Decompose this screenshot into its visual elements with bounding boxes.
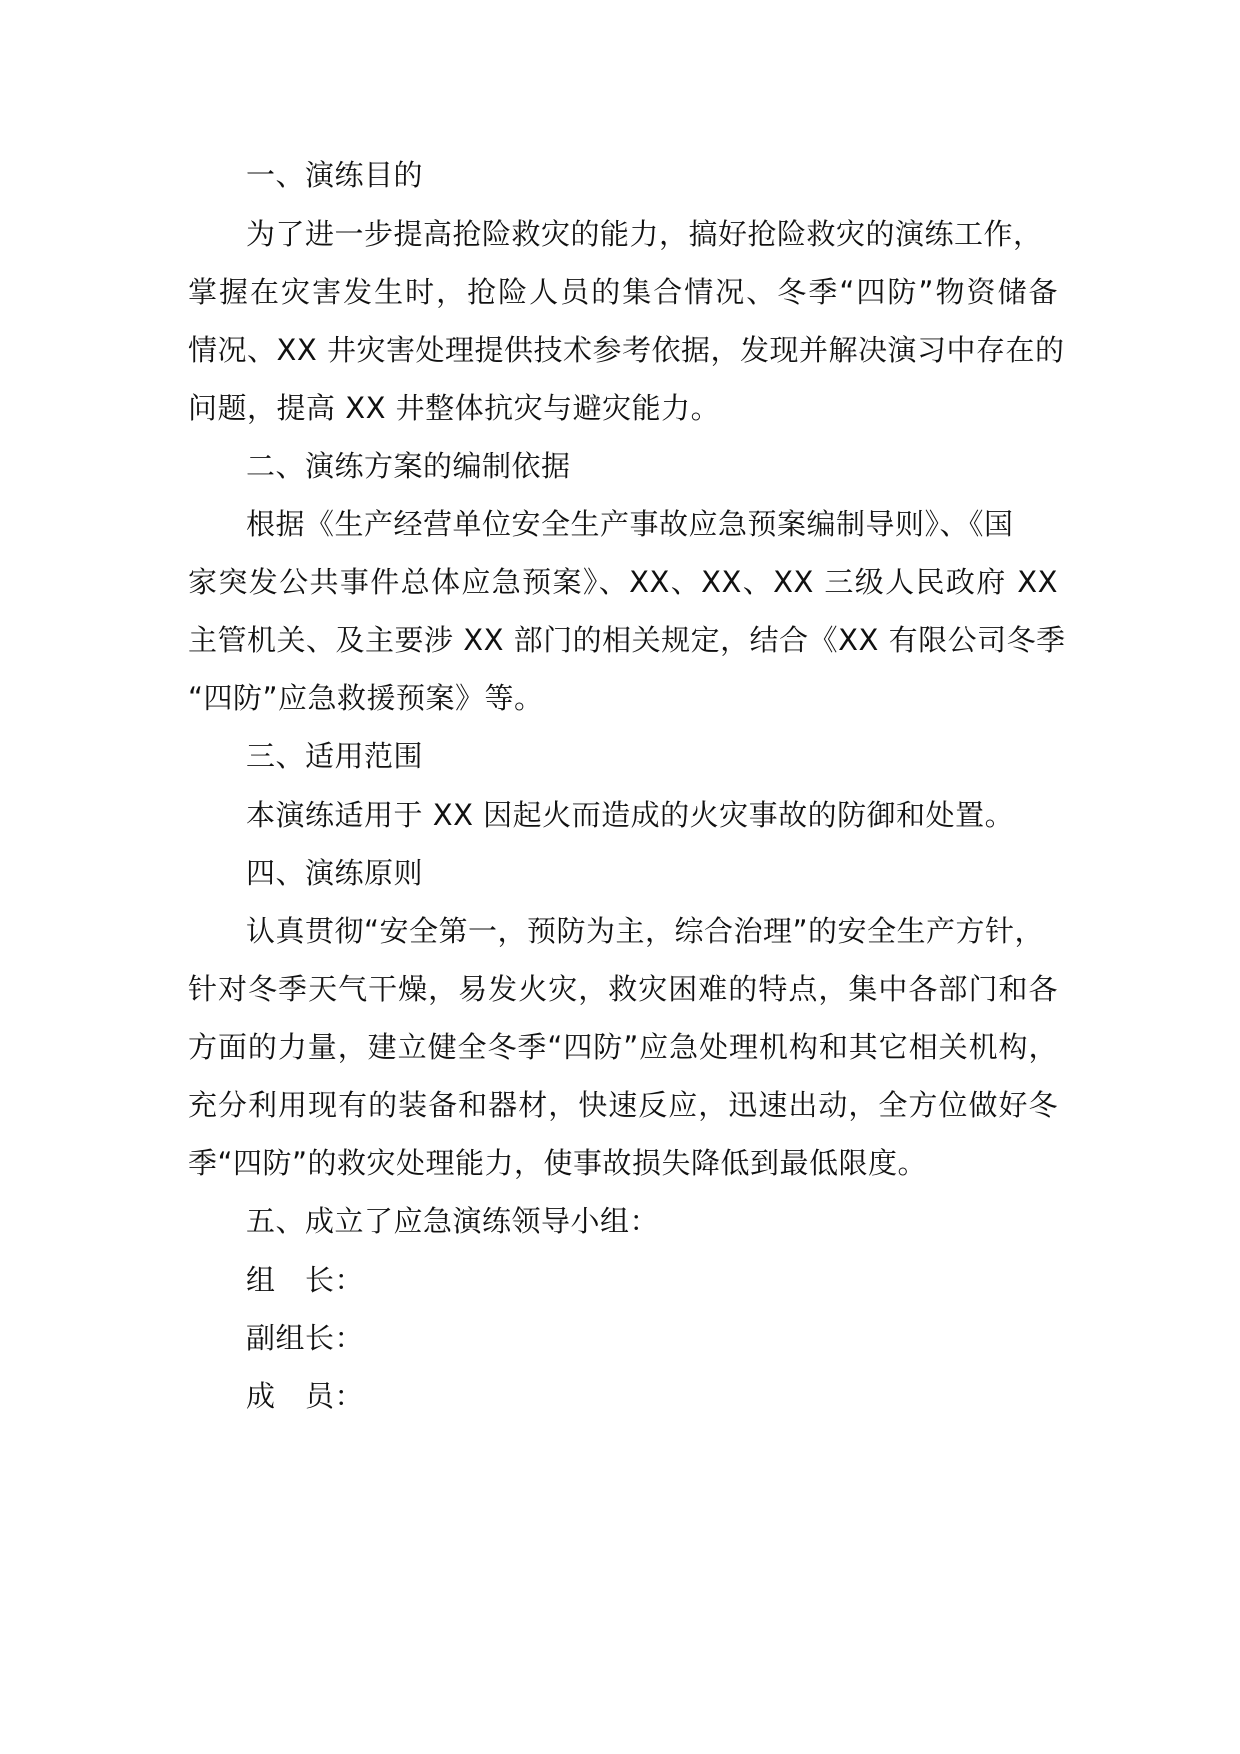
section-4-line-1: 认真贯彻“安全第一，预防为主，综合治理”的安全生产方针， <box>246 914 1045 948</box>
section-1-line-3: 情况、XX 井灾害处理提供技术参考依据，发现并解决演习中存在的 <box>188 333 1065 367</box>
section-2-heading: 二、演练方案的编制依据 <box>246 449 571 483</box>
section-1-heading: 一、演练目的 <box>246 158 424 192</box>
section-4-heading: 四、演练原则 <box>246 856 424 890</box>
section-2-line-4: “四防”应急救援预案》等。 <box>188 681 544 715</box>
section-2-line-2: 家突发公共事件总体应急预案》、XX、XX、XX 三级人民政府 XX <box>188 565 1058 599</box>
section-2-line-3: 主管机关、及主要涉 XX 部门的相关规定，结合《XX 有限公司冬季 <box>188 623 1066 657</box>
section-4-line-2: 针对冬季天气干燥，易发火灾，救灾困难的特点，集中各部门和各 <box>188 972 1058 1006</box>
role-deputy-leader: 副组长： <box>246 1321 365 1355</box>
section-3-line-1: 本演练适用于 XX 因起火而造成的火灾事故的防御和处置。 <box>246 798 1015 832</box>
section-1-line-1: 为了进一步提高抢险救灾的能力，搞好抢险救灾的演练工作， <box>246 217 1043 251</box>
section-1-line-2: 掌握在灾害发生时，抢险人员的集合情况、冬季“四防”物资储备 <box>188 275 1058 309</box>
role-members: 成 员： <box>246 1379 365 1413</box>
section-4-line-3: 方面的力量，建立健全冬季“四防”应急处理机构和其它相关机构， <box>188 1030 1058 1064</box>
section-4-line-5: 季“四防”的救灾处理能力，使事故损失降低到最低限度。 <box>188 1146 928 1180</box>
section-2-line-1: 根据《生产经营单位安全生产事故应急预案编制导则》、《国 <box>246 507 1014 541</box>
section-4-line-4: 充分利用现有的装备和器材，快速反应，迅速出动，全方位做好冬 <box>188 1088 1058 1122</box>
section-5-heading: 五、成立了应急演练领导小组： <box>246 1204 660 1238</box>
role-leader: 组 长： <box>246 1263 365 1297</box>
section-1-line-4: 问题，提高 XX 井整体抗灾与避灾能力。 <box>188 391 721 425</box>
section-3-heading: 三、适用范围 <box>246 739 424 773</box>
